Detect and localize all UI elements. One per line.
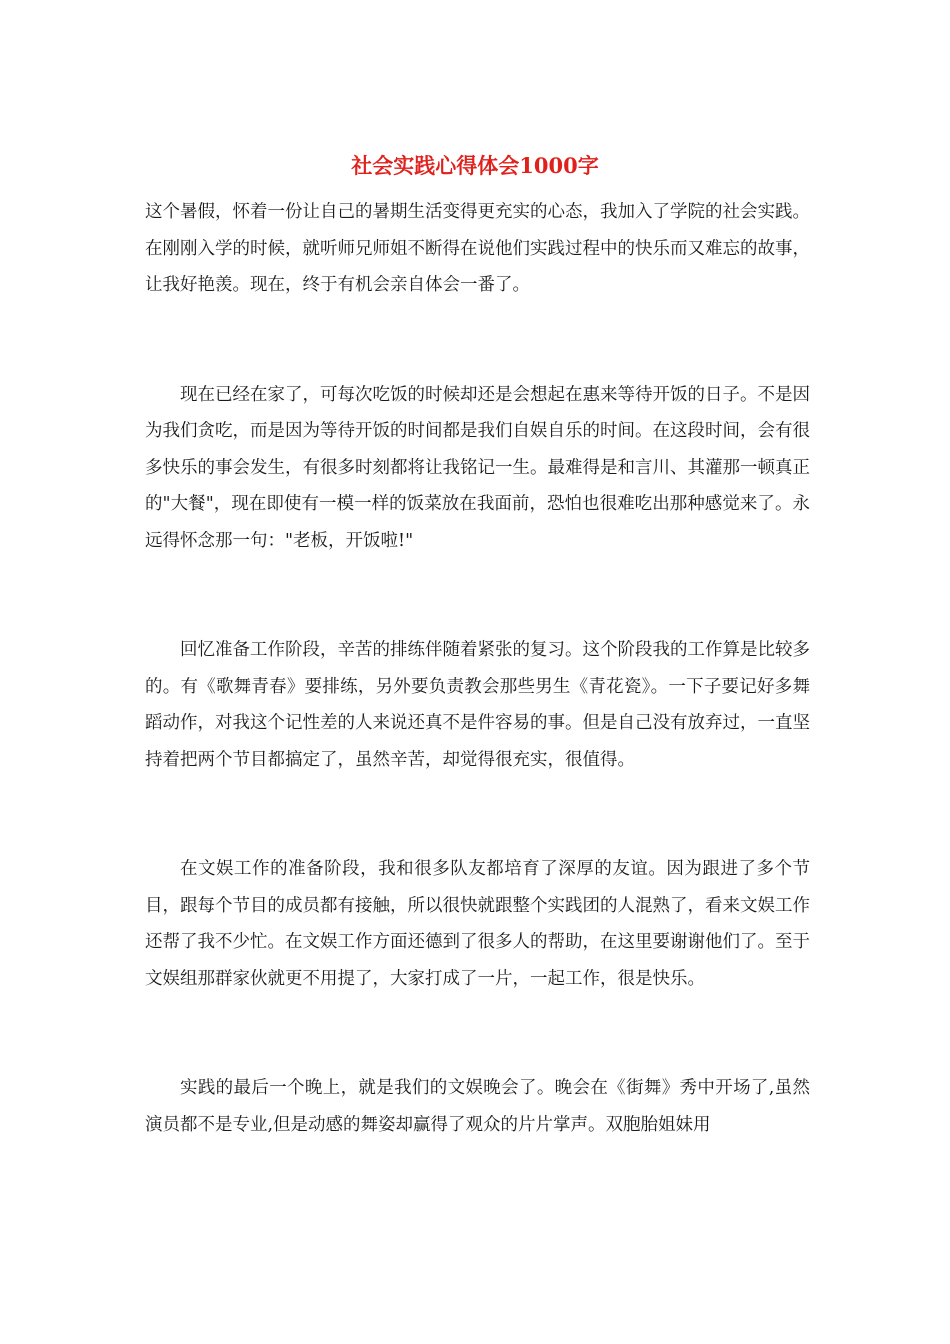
paragraph-friendship: 在文娱工作的准备阶段，我和很多队友都培育了深厚的友谊。因为跟进了多个节目，跟每个节目的成员都有接触，所以很快就跟整个实践团的人混熟了，看来文娱工作还帮了我不少忙。在文娱工作方面还德到了很多人的帮助，在这里要谢谢他们了。至于文娱组那群家伙就更不用提了，大家打成了一片，一起工作，很是快乐。: [145, 859, 810, 989]
paragraph-intro: 这个暑假，怀着一份让自己的暑期生活变得更充实的心态，我加入了学院的社会实践。在刚刚入学的时候，就听师兄师姐不断得在说他们实践过程中的快乐而又难忘的故事，让我好艳羡。现在，终于有机会亲自体会一番了。: [145, 202, 810, 295]
paragraph-gap: [145, 559, 810, 632]
paragraph-preparation: 回忆准备工作阶段，辛苦的排练伴随着紧张的复习。这个阶段我的工作算是比较多的。有《歌舞青春》要排练，另外要负责教会那些男生《青花瓷》。一下子要记好多舞蹈动作，对我这个记性差的人来说还真不是件容易的事。但是自己没有放弃过，一直坚持着把两个节目都搞定了，虽然辛苦，却觉得很充实，很值得。: [145, 640, 810, 770]
paragraph-gap: [145, 304, 810, 377]
paragraph-gap: [145, 778, 810, 851]
paragraph-meals: 现在已经在家了，可每次吃饭的时候却还是会想起在惠来等待开饭的日子。不是因为我们贪吃，而是因为等待开饭的时间都是我们自娱自乐的时间。在这段时间，会有很多快乐的事会发生，有很多时刻都将让我铭记一生。最难得是和言川、其灌那一顿真正的"大餐"，现在即使有一模一样的饭菜放在我面前，恐怕也很难吃出那种感觉来了。永远得怀念那一句："老板，开饭啦!": [145, 384, 810, 551]
paragraph-gap: [145, 997, 810, 1070]
document-title: 社会实践心得体会1000字: [351, 153, 599, 178]
document-body: [145, 194, 810, 1143]
paragraph-gala: 实践的最后一个晚上，就是我们的文娱晚会了。晚会在《街舞》秀中开场了,虽然演员都不是专业,但是动感的舞姿却赢得了观众的片片掌声。双胞胎姐妹用: [145, 1078, 810, 1135]
